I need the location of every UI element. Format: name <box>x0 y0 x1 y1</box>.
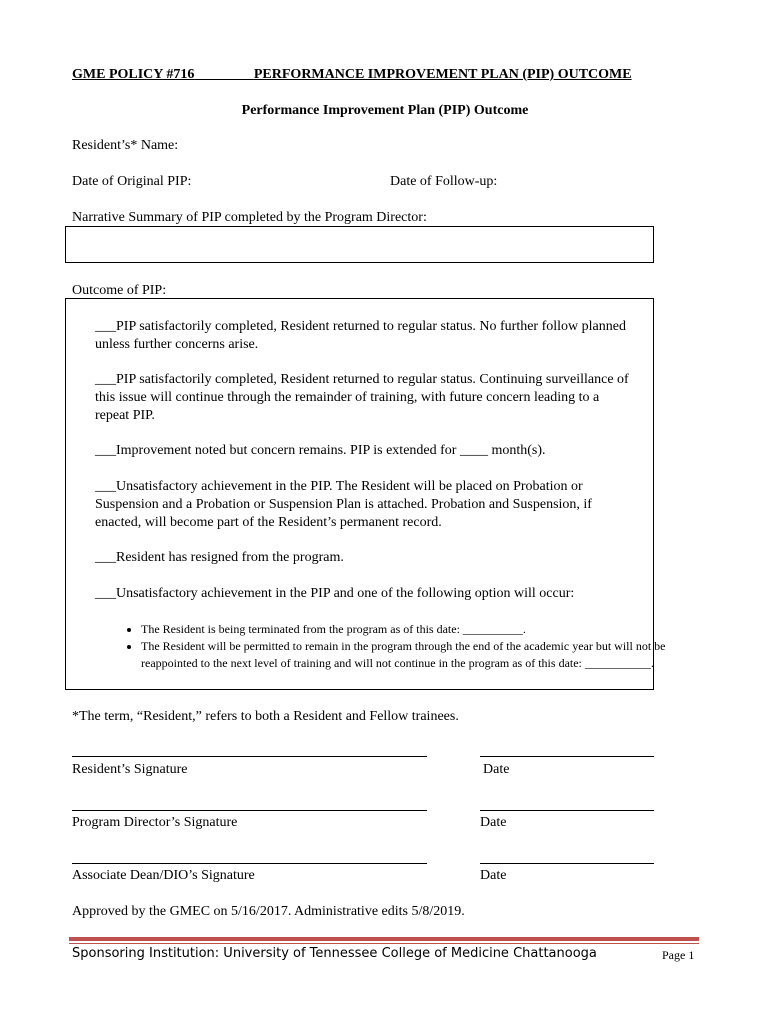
outcome-option-unsatisfactory[interactable]: ___Unsatisfactory achievement in the PIP and one of the following option will occur: <box>95 586 575 601</box>
policy-number: GME POLICY #716 <box>72 67 195 82</box>
director-date-line[interactable] <box>480 810 654 811</box>
director-signature-line[interactable] <box>72 810 427 811</box>
narrative-label: Narrative Summary of PIP completed by the Program Director: <box>72 210 427 225</box>
dio-signature-label: Associate Dean/DIO’s Signature <box>72 868 255 883</box>
policy-gap <box>194 67 254 82</box>
footnote: *The term, “Resident,” refers to both a Resident and Fellow trainees. <box>72 709 459 724</box>
footer-rule-thin <box>69 943 699 944</box>
approval-note: Approved by the GMEC on 5/16/2017. Administrative edits 5/8/2019. <box>72 904 465 919</box>
dio-date-label: Date <box>480 868 507 883</box>
dio-date-line[interactable] <box>480 863 654 864</box>
footer-institution: Sponsoring Institution: University of Tennessee College of Medicine Chattanooga <box>72 946 597 961</box>
resident-signature-label: Resident’s Signature <box>72 762 188 777</box>
resident-signature-line[interactable] <box>72 756 427 757</box>
resident-date-line[interactable] <box>480 756 654 757</box>
director-date-label: Date <box>480 815 507 830</box>
page-number: Page 1 <box>662 948 695 962</box>
narrative-field[interactable] <box>65 226 654 263</box>
outcome-option-probation[interactable]: ___Unsatisfactory achievement in the PIP. The Resident will be placed on Probation or Suspension and a Probation or Suspension Plan is attached. Probation and Suspension, if enacted, will become part of the Resident’s permanent record. <box>95 479 592 530</box>
sub-option-list <box>106 621 673 672</box>
director-signature-label: Program Director’s Signature <box>72 815 238 830</box>
outcome-option-resigned[interactable]: ___Resident has resigned from the program. <box>95 550 344 565</box>
outcome-label: Outcome of PIP: <box>72 283 167 298</box>
dio-signature-line[interactable] <box>72 863 427 864</box>
outcome-option-extended[interactable]: ___Improvement noted but concern remains. PIP is extended for ____ month(s). <box>95 443 546 458</box>
resident-name-label: Resident’s* Name: <box>72 138 179 153</box>
outcome-option-surveillance[interactable]: ___PIP satisfactorily completed, Resident returned to regular status. Continuing surveillance of this issue will continue through the remainder of training, with future concern leading to a repeat PIP. <box>95 372 629 423</box>
sub-option-remain[interactable]: • The Resident will be permitted to remain in the program through the end of the academic year but will not be reappointed to the next level of training and will not continue in the program as of this date: ___________. <box>141 638 673 672</box>
footer-rule <box>69 937 699 941</box>
date-followup-label: Date of Follow-up: <box>390 174 498 189</box>
outcome-option-completed[interactable]: ___PIP satisfactorily completed, Resident returned to regular status. No further follow planned unless further concerns arise. <box>95 319 626 352</box>
outcome-box <box>65 298 666 690</box>
policy-topic: PERFORMANCE IMPROVEMENT PLAN (PIP) OUTCOME <box>253 67 632 82</box>
page-title: Performance Improvement Plan (PIP) Outcome <box>241 103 529 118</box>
resident-date-label: Date <box>483 762 510 777</box>
document-header <box>72 67 632 83</box>
sub-option-terminated[interactable]: • The Resident is being terminated from the program as of this date: __________. <box>141 621 673 638</box>
date-original-label: Date of Original PIP: <box>72 174 192 189</box>
narrative-value <box>66 227 653 235</box>
